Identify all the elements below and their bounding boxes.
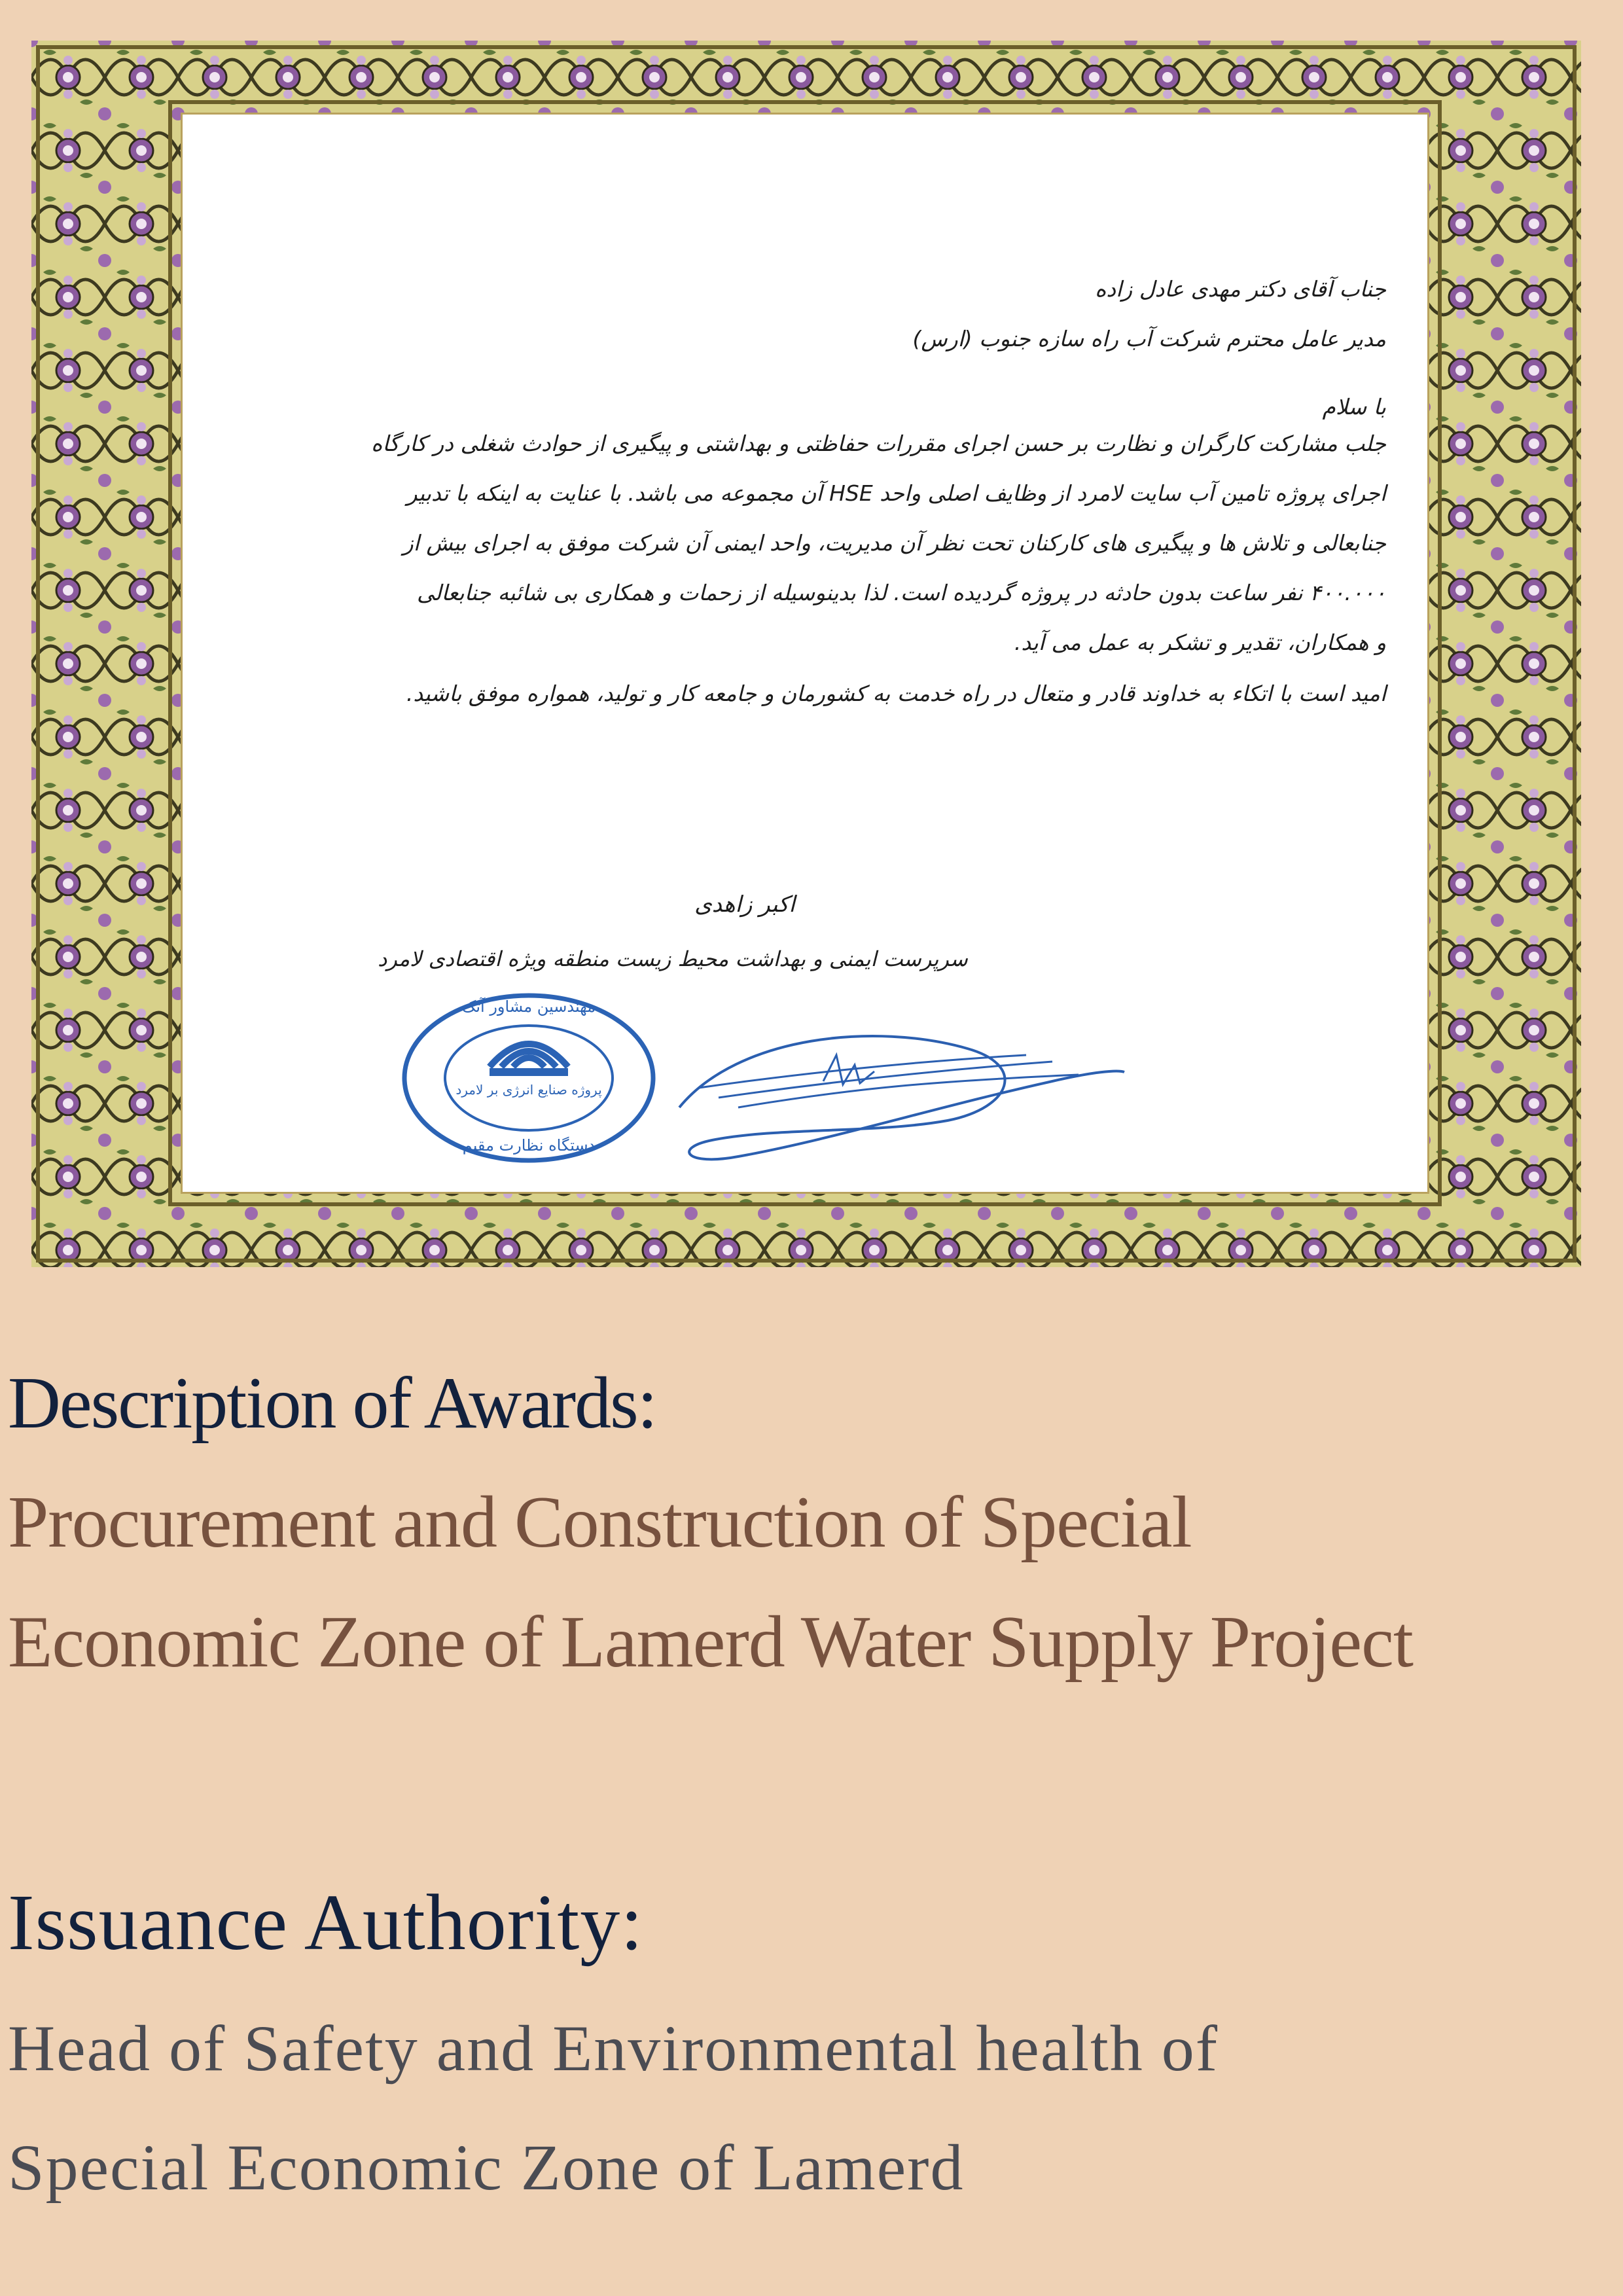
body-line: جلب مشارکت کارگران و نظارت بر حسن اجرای مقررات حفاظتی و بهداشتی و پیگیری از حوادث شغلی در کارگاه — [371, 431, 1386, 456]
awards-heading: Description of Awards: — [8, 1363, 656, 1444]
addressee-position-line: مدیر عامل محترم شرکت آب راه سازه جنوب (ارس) — [912, 326, 1386, 351]
award-description-line: Economic Zone of Lamerd Water Supply Project — [8, 1602, 1413, 1683]
stamp-text-bottom: دستگاه نظارت مقیم — [462, 1136, 596, 1155]
greeting: با سلام — [1322, 394, 1386, 420]
stamp-text-inner: پروژه صنایع انرژی بر لامرد — [455, 1082, 602, 1098]
authority-description-line: Head of Safety and Environmental health of — [8, 2012, 1219, 2085]
body-line: جنابعالی و تلاش ها و پیگیری های کارکنان تحت نظر آن مدیریت، واحد ایمنی آن شرکت موفق به اجرای بیش از — [402, 530, 1386, 556]
body-line: اجرای پروژه تامین آب سایت لامرد از وظایف اصلی واحد HSE آن مجموعه می باشد. با عنایت به اینکه با تدبیر — [406, 480, 1386, 506]
addressee-line: جناب آقای دکتر مهدی عادل زاده — [1095, 276, 1386, 302]
stamp-logo-icon — [490, 1044, 568, 1076]
signatory-name: اکبر زاهدی — [694, 891, 795, 918]
authority-description-line: Special Economic Zone of Lamerd — [8, 2131, 965, 2204]
stamp-text-top: مهندسین مشاور آتک — [461, 997, 596, 1016]
handwritten-signature — [660, 1009, 1131, 1166]
award-description-line: Procurement and Construction of Special — [8, 1482, 1192, 1563]
body-line: امید است با اتکاء به خداوند قادر و متعال در راه خدمت به کشورمان و جامعه کار و تولید، همواره موفق باشید. — [406, 681, 1386, 706]
signatory-title: سرپرست ایمنی و بهداشت محیط زیست منطقه ویژه اقتصادی لامرد — [378, 946, 968, 971]
body-line: ۴۰۰.۰۰۰ نفر ساعت بدون حادثه در پروژه گردیده است. لذا بدینوسیله از زحمات و همکاری بی شائبه جنابعالی — [417, 580, 1386, 605]
authority-heading: Issuance Authority: — [8, 1878, 644, 1967]
body-line: و همکاران، تقدیر و تشکر به عمل می آید. — [1014, 630, 1386, 655]
award-certificate — [31, 41, 1581, 1267]
